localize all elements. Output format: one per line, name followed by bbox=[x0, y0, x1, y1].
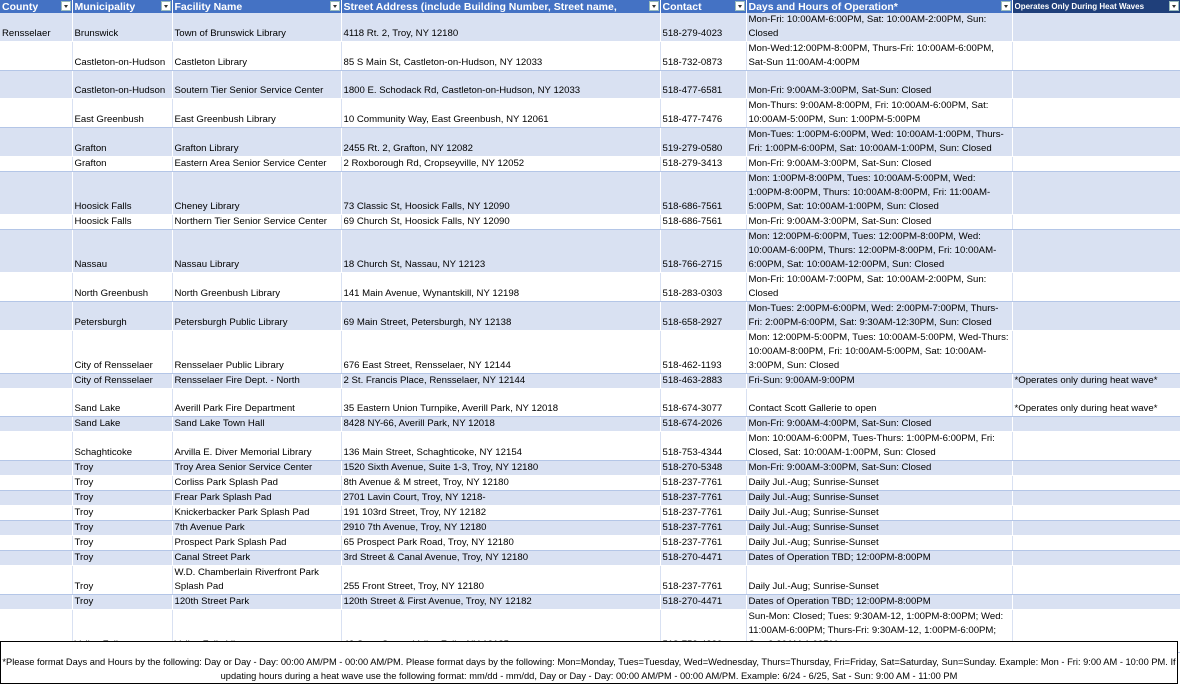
table-row bbox=[0, 273, 1180, 302]
cell-contact[interactable]: 518-237-7761 bbox=[660, 536, 746, 551]
cell-county[interactable] bbox=[0, 99, 72, 128]
cell-hours[interactable]: Daily Jul.-Aug; Sunrise-Sunset bbox=[746, 536, 1012, 551]
cell-county[interactable] bbox=[0, 331, 72, 374]
header-municipality: Municipality bbox=[72, 0, 172, 13]
cell-municipality[interactable]: Schaghticoke bbox=[72, 432, 172, 461]
cell-county[interactable] bbox=[0, 374, 72, 389]
cell-county[interactable] bbox=[0, 71, 72, 99]
cell-municipality[interactable]: Sand Lake bbox=[72, 417, 172, 432]
cell-heat-wave[interactable]: *Operates only during heat wave* bbox=[1012, 389, 1180, 417]
table-row bbox=[0, 215, 1180, 230]
cell-hours[interactable]: Fri-Sun: 9:00AM-9:00PM bbox=[746, 374, 1012, 389]
cell-municipality[interactable]: Sand Lake bbox=[72, 389, 172, 417]
footnote: *Please format Days and Hours by the following: Day or Day - Day: 00:00 AM/PM - 00:00 AM/PM. Please format days by the following: Mon=Monday, Tues=Tuesday, Wed=Wednesday, Thurs=Thursday, Fri=Friday, Sat=Saturday, Sun=Sunday. Example: Mon - Fri: 9:00 AM - 10:00 PM. If updating hours during a heat wave use the following format: mm/dd - mm/dd, Day or Day - Day: 00:00 AM/PM - 00:00 AM/PM. Example: 6/24 - 6/25, Sat - Sun: 9:00 AM - 11:00 PM bbox=[0, 641, 1178, 684]
table-row bbox=[0, 595, 1180, 610]
table-row bbox=[0, 71, 1180, 99]
cell-hours[interactable]: Daily Jul.-Aug; Sunrise-Sunset bbox=[746, 506, 1012, 521]
cell-contact[interactable]: 518-753-4344 bbox=[660, 432, 746, 461]
cell-heat-wave[interactable] bbox=[1012, 128, 1180, 157]
cell-address[interactable]: 2 St. Francis Place, Rensselaer, NY 12144 bbox=[341, 374, 660, 389]
cell-municipality[interactable]: Castleton-on-Hudson bbox=[72, 42, 172, 71]
cell-municipality[interactable]: Troy bbox=[72, 506, 172, 521]
cell-municipality[interactable]: Brunswick bbox=[72, 13, 172, 42]
cell-hours[interactable]: Mon-Fri: 10:00AM-7:00PM, Sat: 10:00AM-2:00PM, Sun: Closed bbox=[746, 273, 1012, 302]
cell-municipality[interactable]: North Greenbush bbox=[72, 273, 172, 302]
cell-hours[interactable]: Contact Scott Gallerie to open bbox=[746, 389, 1012, 417]
cell-county[interactable] bbox=[0, 215, 72, 230]
cell-municipality[interactable]: East Greenbush bbox=[72, 99, 172, 128]
cell-county[interactable] bbox=[0, 476, 72, 491]
cell-heat-wave[interactable] bbox=[1012, 331, 1180, 374]
table-row bbox=[0, 491, 1180, 506]
cell-heat-wave[interactable] bbox=[1012, 215, 1180, 230]
cell-heat-wave[interactable] bbox=[1012, 172, 1180, 215]
cell-municipality[interactable]: Troy bbox=[72, 491, 172, 506]
filter-dropdown-icon[interactable] bbox=[161, 1, 171, 11]
cell-hours[interactable]: Mon-Tues: 1:00PM-6:00PM, Wed: 10:00AM-1:00PM, Thurs-Fri: 1:00PM-6:00PM, Sat: 10:00AM-1:00PM, Sun: Closed bbox=[746, 128, 1012, 157]
cell-heat-wave[interactable] bbox=[1012, 595, 1180, 610]
cell-facility[interactable]: Prospect Park Splash Pad bbox=[172, 536, 341, 551]
table-row bbox=[0, 417, 1180, 432]
cell-heat-wave[interactable] bbox=[1012, 432, 1180, 461]
cell-hours[interactable]: Sun-Mon: Closed; Tues: 9:30AM-12, 1:00PM-8:00PM; Wed: 11:00AM-6:00PM; Thurs-Fri: 9:30AM-12, 1:00PM-6:00PM; bbox=[746, 610, 1012, 653]
cell-address[interactable]: 73 Classic St, Hoosick Falls, NY 12090 bbox=[341, 172, 660, 215]
cell-contact[interactable]: 518-477-7476 bbox=[660, 99, 746, 128]
table-row bbox=[0, 521, 1180, 536]
table-row bbox=[0, 13, 1180, 42]
cell-address[interactable]: 2910 7th Avenue, Troy, NY 12180 bbox=[341, 521, 660, 536]
cell-heat-wave[interactable] bbox=[1012, 506, 1180, 521]
table-row bbox=[0, 536, 1180, 551]
cell-address[interactable]: 35 Eastern Union Turnpike, Averill Park, NY 12018 bbox=[341, 389, 660, 417]
cell-contact[interactable]: 518-686-7561 bbox=[660, 172, 746, 215]
header-street-address: Street Address (include Building Number, Street name, bbox=[341, 0, 660, 13]
table-row bbox=[0, 172, 1180, 215]
header-contact: Contact bbox=[660, 0, 746, 13]
cell-municipality[interactable]: Troy bbox=[72, 461, 172, 476]
cell-contact[interactable]: 518-237-7761 bbox=[660, 566, 746, 595]
table-row bbox=[0, 566, 1180, 595]
cell-address[interactable]: 141 Main Avenue, Wynantskill, NY 12198 bbox=[341, 273, 660, 302]
cell-county[interactable] bbox=[0, 432, 72, 461]
table-row bbox=[0, 374, 1180, 389]
table-body bbox=[0, 13, 1180, 653]
table-row bbox=[0, 551, 1180, 566]
table-row bbox=[0, 432, 1180, 461]
cell-county[interactable] bbox=[0, 506, 72, 521]
cell-facility[interactable]: Frear Park Splash Pad bbox=[172, 491, 341, 506]
cell-county[interactable] bbox=[0, 566, 72, 595]
cell-address[interactable]: 2 Roxborough Rd, Cropseyville, NY 12052 bbox=[341, 157, 660, 172]
cell-facility[interactable]: Soutern Tier Senior Service Center bbox=[172, 71, 341, 99]
cell-facility[interactable]: Rensselaer Fire Dept. - North bbox=[172, 374, 341, 389]
cell-municipality[interactable]: Hoosick Falls bbox=[72, 172, 172, 215]
table-row bbox=[0, 302, 1180, 331]
cell-county[interactable] bbox=[0, 389, 72, 417]
header-row bbox=[0, 0, 1180, 13]
filter-dropdown-icon[interactable] bbox=[1001, 1, 1011, 11]
header-heat-waves: Operates Only During Heat Waves bbox=[1012, 0, 1180, 13]
cell-contact[interactable]: 518-279-3413 bbox=[660, 157, 746, 172]
cell-facility[interactable]: Castleton Library bbox=[172, 42, 341, 71]
cell-heat-wave[interactable] bbox=[1012, 302, 1180, 331]
cell-hours[interactable]: Mon-Fri: 9:00AM-4:00PM, Sat-Sun: Closed bbox=[746, 417, 1012, 432]
cell-contact[interactable]: 518-279-4023 bbox=[660, 13, 746, 42]
cell-municipality[interactable]: Petersburgh bbox=[72, 302, 172, 331]
cell-county[interactable] bbox=[0, 595, 72, 610]
cell-facility[interactable]: Petersburgh Public Library bbox=[172, 302, 341, 331]
cell-contact[interactable]: 518-477-6581 bbox=[660, 71, 746, 99]
cell-address[interactable]: 85 S Main St, Castleton-on-Hudson, NY 12033 bbox=[341, 42, 660, 71]
cell-contact[interactable]: 519-279-0580 bbox=[660, 128, 746, 157]
cell-municipality[interactable]: Castleton-on-Hudson bbox=[72, 71, 172, 99]
cell-address[interactable]: 1800 E. Schodack Rd, Castleton-on-Hudson, NY 12033 bbox=[341, 71, 660, 99]
cell-contact[interactable]: 518-674-3077 bbox=[660, 389, 746, 417]
cell-facility[interactable]: Corliss Park Splash Pad bbox=[172, 476, 341, 491]
cell-municipality[interactable]: Nassau bbox=[72, 230, 172, 273]
cell-hours[interactable]: Daily Jul.-Aug; Sunrise-Sunset bbox=[746, 491, 1012, 506]
cell-municipality[interactable]: Troy bbox=[72, 595, 172, 610]
cell-address[interactable]: 2455 Rt. 2, Grafton, NY 12082 bbox=[341, 128, 660, 157]
cell-address[interactable]: 120th Street & First Avenue, Troy, NY 12182 bbox=[341, 595, 660, 610]
cell-facility[interactable]: Arvilla E. Diver Memorial Library bbox=[172, 432, 341, 461]
cell-facility[interactable]: North Greenbush Library bbox=[172, 273, 341, 302]
cell-heat-wave[interactable] bbox=[1012, 42, 1180, 71]
cell-contact[interactable]: 518-270-4471 bbox=[660, 595, 746, 610]
cell-municipality[interactable]: Troy bbox=[72, 566, 172, 595]
cell-hours[interactable]: Mon-Thurs: 9:00AM-8:00PM, Fri: 10:00AM-6:00PM, Sat: 10:00AM-5:00PM, Sun: 1:00PM-5:00PM bbox=[746, 99, 1012, 128]
cell-address[interactable]: 18 Church St, Nassau, NY 12123 bbox=[341, 230, 660, 273]
cell-address[interactable]: 1520 Sixth Avenue, Suite 1-3, Troy, NY 12180 bbox=[341, 461, 660, 476]
cell-facility[interactable]: Averill Park Fire Department bbox=[172, 389, 341, 417]
cell-address[interactable]: 255 Front Street, Troy, NY 12180 bbox=[341, 566, 660, 595]
cell-facility[interactable]: Eastern Area Senior Service Center bbox=[172, 157, 341, 172]
filter-dropdown-icon[interactable] bbox=[61, 1, 71, 11]
cell-contact[interactable]: 518-270-5348 bbox=[660, 461, 746, 476]
cell-county[interactable] bbox=[0, 157, 72, 172]
table-row bbox=[0, 461, 1180, 476]
cell-contact[interactable]: 518-462-1193 bbox=[660, 331, 746, 374]
cell-contact[interactable]: 518-463-2883 bbox=[660, 374, 746, 389]
cell-municipality[interactable]: City of Rensselaer bbox=[72, 331, 172, 374]
cell-contact[interactable]: 518-732-0873 bbox=[660, 42, 746, 71]
cell-county[interactable]: Rensselaer bbox=[0, 13, 72, 42]
table-row bbox=[0, 157, 1180, 172]
cell-facility[interactable]: East Greenbush Library bbox=[172, 99, 341, 128]
cell-county[interactable] bbox=[0, 172, 72, 215]
cell-hours[interactable]: Mon-Wed:12:00PM-8:00PM, Thurs-Fri: 10:00AM-6:00PM, Sat-Sun 11:00AM-4:00PM bbox=[746, 42, 1012, 71]
cell-heat-wave[interactable] bbox=[1012, 491, 1180, 506]
cell-heat-wave[interactable] bbox=[1012, 230, 1180, 273]
cell-municipality[interactable]: City of Rensselaer bbox=[72, 374, 172, 389]
table-row bbox=[0, 506, 1180, 521]
cell-hours[interactable]: Mon-Fri: 10:00AM-6:00PM, Sat: 10:00AM-2:00PM, Sun: Closed bbox=[746, 13, 1012, 42]
table-row bbox=[0, 389, 1180, 417]
cell-county[interactable] bbox=[0, 521, 72, 536]
cell-municipality[interactable]: Hoosick Falls bbox=[72, 215, 172, 230]
table-row bbox=[0, 230, 1180, 273]
cell-heat-wave[interactable] bbox=[1012, 13, 1180, 42]
cell-heat-wave[interactable] bbox=[1012, 536, 1180, 551]
cell-facility[interactable]: Northern Tier Senior Service Center bbox=[172, 215, 341, 230]
table-row bbox=[0, 331, 1180, 374]
cell-facility[interactable]: Cheney Library bbox=[172, 172, 341, 215]
cell-address[interactable]: 10 Community Way, East Greenbush, NY 12061 bbox=[341, 99, 660, 128]
cell-facility[interactable]: 120th Street Park bbox=[172, 595, 341, 610]
cell-county[interactable] bbox=[0, 536, 72, 551]
cell-contact[interactable]: 518-237-7761 bbox=[660, 521, 746, 536]
cell-address[interactable]: 65 Prospect Park Road, Troy, NY 12180 bbox=[341, 536, 660, 551]
cell-heat-wave[interactable] bbox=[1012, 551, 1180, 566]
table-row bbox=[0, 99, 1180, 128]
cell-contact[interactable]: 518-237-7761 bbox=[660, 476, 746, 491]
cell-contact[interactable]: 518-674-2026 bbox=[660, 417, 746, 432]
cell-hours[interactable]: Mon: 12:00PM-6:00PM, Tues: 12:00PM-8:00PM, Wed: 10:00AM-6:00PM, Thurs: 12:00PM-8:00PM, Fri: 10:00AM-6:00PM, Sat: 10:00AM-12:00PM, Sun: Closed bbox=[746, 230, 1012, 273]
header-hours: Days and Hours of Operation* bbox=[746, 0, 1012, 13]
cell-hours[interactable]: Mon-Fri: 9:00AM-3:00PM, Sat-Sun: Closed bbox=[746, 215, 1012, 230]
cell-county[interactable] bbox=[0, 128, 72, 157]
cell-heat-wave[interactable] bbox=[1012, 476, 1180, 491]
cell-address[interactable]: 4118 Rt. 2, Troy, NY 12180 bbox=[341, 13, 660, 42]
cell-address[interactable]: 8th Avenue & M street, Troy, NY 12180 bbox=[341, 476, 660, 491]
cell-address[interactable]: 191 103rd Street, Troy, NY 12182 bbox=[341, 506, 660, 521]
cell-contact[interactable]: 518-237-7761 bbox=[660, 506, 746, 521]
cell-hours[interactable]: Mon: 10:00AM-6:00PM, Tues-Thurs: 1:00PM-6:00PM, Fri: Closed, Sat: 10:00AM-1:00PM, Sun: Closed bbox=[746, 432, 1012, 461]
cell-facility[interactable]: Troy Area Senior Service Center bbox=[172, 461, 341, 476]
filter-dropdown-icon[interactable] bbox=[1169, 1, 1179, 11]
cell-heat-wave[interactable] bbox=[1012, 273, 1180, 302]
cell-heat-wave[interactable] bbox=[1012, 417, 1180, 432]
cell-heat-wave[interactable]: *Operates only during heat wave* bbox=[1012, 374, 1180, 389]
cell-county[interactable] bbox=[0, 42, 72, 71]
cell-county[interactable] bbox=[0, 551, 72, 566]
filter-dropdown-icon[interactable] bbox=[649, 1, 659, 11]
cell-address[interactable]: 69 Main Street, Petersburgh, NY 12138 bbox=[341, 302, 660, 331]
cell-hours[interactable]: Mon-Fri: 9:00AM-3:00PM, Sat-Sun: Closed bbox=[746, 157, 1012, 172]
cell-contact[interactable]: 518-658-2927 bbox=[660, 302, 746, 331]
header-facility-name: Facility Name bbox=[172, 0, 341, 13]
filter-dropdown-icon[interactable] bbox=[735, 1, 745, 11]
cell-contact[interactable]: 518-237-7761 bbox=[660, 491, 746, 506]
cell-facility[interactable]: Rensselaer Public Library bbox=[172, 331, 341, 374]
cell-county[interactable] bbox=[0, 230, 72, 273]
cell-address[interactable]: 8428 NY-66, Averill Park, NY 12018 bbox=[341, 417, 660, 432]
cell-hours[interactable]: Mon-Fri: 9:00AM-3:00PM, Sat-Sun: Closed bbox=[746, 71, 1012, 99]
cell-contact[interactable]: 518-686-7561 bbox=[660, 215, 746, 230]
cell-heat-wave[interactable] bbox=[1012, 566, 1180, 595]
cell-county[interactable] bbox=[0, 273, 72, 302]
table-row bbox=[0, 128, 1180, 157]
cell-heat-wave[interactable] bbox=[1012, 71, 1180, 99]
cell-municipality[interactable]: Troy bbox=[72, 551, 172, 566]
cell-county[interactable] bbox=[0, 417, 72, 432]
cell-heat-wave[interactable] bbox=[1012, 99, 1180, 128]
cell-heat-wave[interactable] bbox=[1012, 461, 1180, 476]
cell-address[interactable]: 2701 Lavin Court, Troy, NY 1218- bbox=[341, 491, 660, 506]
cell-municipality[interactable]: Grafton bbox=[72, 157, 172, 172]
cell-hours[interactable]: Mon: 12:00PM-5:00PM, Tues: 10:00AM-5:00PM, Wed-Thurs: 10:00AM-8:00PM, Fri: 10:00AM-5:00PM, Sat: 10:00AM-3:00PM, Sun: Closed bbox=[746, 331, 1012, 374]
cell-facility[interactable]: Nassau Library bbox=[172, 230, 341, 273]
cell-address[interactable]: 3rd Street & Canal Avenue, Troy, NY 12180 bbox=[341, 551, 660, 566]
cell-contact[interactable]: 518-270-4471 bbox=[660, 551, 746, 566]
cell-hours[interactable]: Dates of Operation TBD; 12:00PM-8:00PM bbox=[746, 551, 1012, 566]
cell-facility[interactable]: W.D. Chamberlain Riverfront Park Splash Pad bbox=[172, 566, 341, 595]
cell-hours[interactable]: Mon-Fri: 9:00AM-3:00PM, Sat-Sun: Closed bbox=[746, 461, 1012, 476]
cell-municipality[interactable]: Grafton bbox=[72, 128, 172, 157]
cell-address[interactable]: 69 Church St, Hoosick Falls, NY 12090 bbox=[341, 215, 660, 230]
cell-address[interactable]: 136 Main Street, Schaghticoke, NY 12154 bbox=[341, 432, 660, 461]
cell-county[interactable] bbox=[0, 491, 72, 506]
filter-dropdown-icon[interactable] bbox=[330, 1, 340, 11]
cell-hours[interactable]: Daily Jul.-Aug; Sunrise-Sunset bbox=[746, 566, 1012, 595]
cell-municipality[interactable]: Troy bbox=[72, 476, 172, 491]
cell-hours[interactable]: Daily Jul.-Aug; Sunrise-Sunset bbox=[746, 521, 1012, 536]
cell-facility[interactable]: Knickerbacker Park Splash Pad bbox=[172, 506, 341, 521]
cell-municipality[interactable]: Troy bbox=[72, 536, 172, 551]
cell-contact[interactable]: 518-283-0303 bbox=[660, 273, 746, 302]
cell-facility[interactable]: Grafton Library bbox=[172, 128, 341, 157]
cell-contact[interactable]: 518-766-2715 bbox=[660, 230, 746, 273]
table-row bbox=[0, 42, 1180, 71]
cell-municipality[interactable]: Troy bbox=[72, 521, 172, 536]
cell-facility[interactable]: Canal Street Park bbox=[172, 551, 341, 566]
cell-facility[interactable]: 7th Avenue Park bbox=[172, 521, 341, 536]
cell-address[interactable]: 676 East Street, Rensselaer, NY 12144 bbox=[341, 331, 660, 374]
cell-hours[interactable]: Daily Jul.-Aug; Sunrise-Sunset bbox=[746, 476, 1012, 491]
cell-heat-wave[interactable] bbox=[1012, 521, 1180, 536]
table-row bbox=[0, 476, 1180, 491]
cell-county[interactable] bbox=[0, 302, 72, 331]
cell-facility[interactable]: Town of Brunswick Library bbox=[172, 13, 341, 42]
cell-facility[interactable]: Sand Lake Town Hall bbox=[172, 417, 341, 432]
cell-hours[interactable]: Dates of Operation TBD; 12:00PM-8:00PM bbox=[746, 595, 1012, 610]
cell-heat-wave[interactable] bbox=[1012, 157, 1180, 172]
cell-county[interactable] bbox=[0, 461, 72, 476]
cell-hours[interactable]: Mon: 1:00PM-8:00PM, Tues: 10:00AM-5:00PM, Wed: 1:00PM-8:00PM, Thurs: 10:00AM-8:00PM, Fri: 11:00AM-5:00PM, Sat: 10:00AM-1:00PM, Sun: Closed bbox=[746, 172, 1012, 215]
cell-hours[interactable]: Mon-Tues: 2:00PM-6:00PM, Wed: 2:00PM-7:00PM, Thurs-Fri: 2:00PM-6:00PM, Sat: 9:30AM-12:30PM, Sun: Closed bbox=[746, 302, 1012, 331]
header-county: County bbox=[0, 0, 72, 13]
